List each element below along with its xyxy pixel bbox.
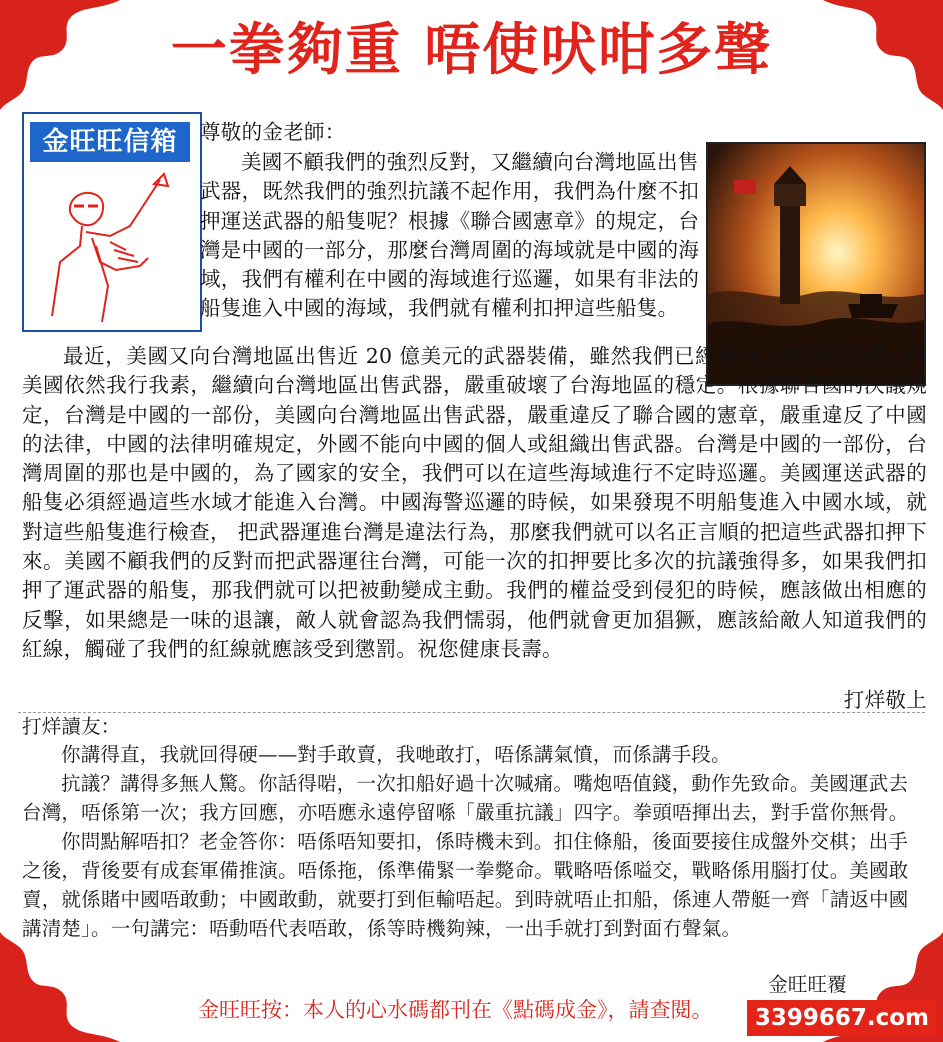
ornament-corner-icon [0,932,120,1042]
letter-paragraph-1: 美國不顧我們的強烈反對，又繼續向台灣地區出售武器，既然我們的強烈抗議不起作用，我們為什麼不扣押運送武器的船隻呢？根據《聯合國憲章》的規定，台灣是中國的一部分，那麼台灣周圍的海域就是中國的海域，我們有權利在中國的海域進行巡邏，如果有非法的船隻進入中國的海域，我們就有權利扣押這些船隻。 [200,150,700,321]
reply-paragraph-1: 你講得直，我就回得硬——對手敢賣，我哋敢打，唔係講氣憤，而係講手段。 [61,743,731,766]
page-title: 一拳夠重 唔使吠咁多聲 [170,18,773,83]
letter-body [200,148,702,324]
letter-paragraph-2: 最近，美國又向台灣地區出售近 20 億美元的武器裝備，雖然我們已經進行了強烈的抗議，但美國依然我行我素，繼續向台灣地區出售武器，嚴重破壞了台海地區的穩定。根據聯合國的決議規定，台灣是中國的一部份，美國向台灣地區出售武器，嚴重違反了聯合國的憲章，嚴重違反了中國的法律，中國的法律明確規定，外國不能向中國的個人或組織出售武器。台灣是中國的一部份，台灣周圍的那也是中國的，為了國家的安全，我們可以在這些海域進行不定時巡邏。美國運送武器的船隻必須經過這些水域才能進入台灣。中國海警巡邏的時候，如果發現不明船隻進入中國水域，就對這些船隻進行檢查， 把武器運進台灣是違法行為，那麼我們就可以名正言順的把這些武器扣押下來。美國不顧我們的反對而把武器運往台灣，可能一次的扣押要比多次的抗議強得多，如果我們扣押了運武器的船隻，那我們就可以把被動變成主動。我們的權益受到侵犯的時候，應該做出相應的反擊，如果總是一味的退讓，敵人就會認為我們懦弱，他們就會更加猖獗，應該給敵人知道我們的紅線，觸碰了我們的紅線就應該受到懲罰。祝您健康長壽。 [22,344,927,661]
letter-signoff: 打烊敬上 [843,688,927,712]
reply-salutation: 打烊讀友： [22,715,121,738]
reply-paragraph-3: 你問點解唔扣？老金答你：唔係唔知要扣，係時機未到。扣住條船，後面要接住成盤外交棋；出手之後，背後要有成套軍備推演。唔係拖，係準備緊一拳斃命。戰略唔係嗌交，戰略係用腦打仗。美國敢賣，就係賭中國唔敢動；中國敢動，就要打到佢輸唔起。到時就唔止扣船，係連人帶艇一齊「請返中國講清楚」。一句講完：唔動唔代表唔敢，係等時機夠辣，一出手就打到對面冇聲氣。 [22,830,909,940]
cartoon-professor-icon [30,166,194,326]
reply-signoff: 金旺旺覆 [768,973,847,996]
section-divider [18,712,925,713]
reply-paragraph-2: 抗議？講得多無人驚。你話得啱，一次扣船好過十次喊痛。嘴炮唔值錢，動作先致命。美國運武去台灣，唔係第一次；我方回應，亦唔應永遠停留喺「嚴重抗議」四字。拳頭唔揮出去，對手當你無骨。 [22,772,909,824]
mailbox-logo [22,112,202,332]
logo-title: 金旺旺信箱 [30,122,190,162]
letter-greeting: 尊敬的金老師： [200,120,346,144]
site-badge[interactable]: 3399667.com [747,1000,937,1036]
footer-note: 金旺旺按：本人的心水碼都刊在《點碼成金》，請查閱。 [198,998,713,1022]
reply-body [22,740,927,943]
letter-body-continued [22,342,927,664]
